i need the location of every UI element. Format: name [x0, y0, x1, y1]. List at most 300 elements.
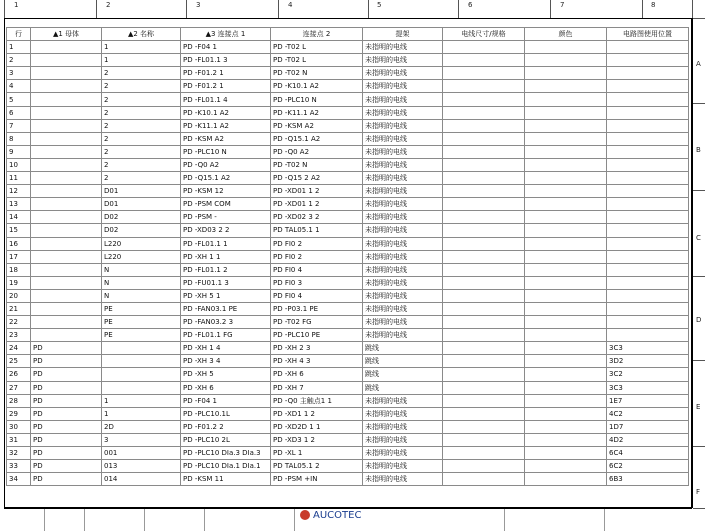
- table-cell: D01: [102, 198, 181, 211]
- table-cell: 未指明的电线: [363, 237, 443, 250]
- table-cell: PE: [102, 302, 181, 315]
- table-cell: [443, 145, 525, 158]
- ruler-column-label: 2: [106, 1, 111, 9]
- table-cell: [31, 329, 102, 342]
- table-cell: [525, 250, 607, 263]
- table-cell: 未指明的电线: [363, 460, 443, 473]
- table-row: [7, 460, 689, 473]
- table-cell: [31, 316, 102, 329]
- table-cell: [607, 80, 689, 93]
- table-cell: PD -XH 7: [271, 381, 363, 394]
- table-cell: PD: [31, 447, 102, 460]
- table-cell: [443, 342, 525, 355]
- table-cell: 18: [7, 263, 31, 276]
- table-cell: 跳线: [363, 381, 443, 394]
- table-cell: 2D: [102, 420, 181, 433]
- table-cell: 未指明的电线: [363, 93, 443, 106]
- table-cell: [443, 263, 525, 276]
- table-cell: [31, 41, 102, 54]
- table-cell: [607, 316, 689, 329]
- table-cell: [525, 460, 607, 473]
- table-cell: 16: [7, 237, 31, 250]
- table-cell: [525, 41, 607, 54]
- table-cell: [443, 316, 525, 329]
- ruler-tick: [692, 0, 693, 18]
- table-cell: 27: [7, 381, 31, 394]
- table-cell: 14: [7, 211, 31, 224]
- table-cell: PD: [31, 394, 102, 407]
- table-cell: PD -Q0 A2: [271, 145, 363, 158]
- table-cell: 9: [7, 145, 31, 158]
- table-cell: PD -K11.1 A2: [271, 106, 363, 119]
- table-cell: [607, 93, 689, 106]
- column-header: ▲2 名称: [102, 28, 181, 41]
- table-cell: [31, 198, 102, 211]
- table-cell: 33: [7, 460, 31, 473]
- table-cell: 7: [7, 119, 31, 132]
- table-cell: 25: [7, 355, 31, 368]
- table-cell: [31, 276, 102, 289]
- table-cell: [443, 433, 525, 446]
- table-cell: PD -FAN03.1 PE: [181, 302, 271, 315]
- table-cell: [525, 473, 607, 486]
- table-cell: PD -T02 L: [271, 41, 363, 54]
- table-cell: [525, 316, 607, 329]
- table-row: [7, 420, 689, 433]
- title-block-cell: [84, 509, 145, 531]
- table-cell: 21: [7, 302, 31, 315]
- table-cell: [443, 93, 525, 106]
- ruler-tick: [693, 276, 705, 277]
- table-cell: 1E7: [607, 394, 689, 407]
- table-cell: D02: [102, 211, 181, 224]
- table-row: [7, 302, 689, 315]
- table-cell: [443, 381, 525, 394]
- table-cell: [443, 132, 525, 145]
- ruler-tick: [96, 0, 97, 18]
- table-cell: [443, 119, 525, 132]
- table-cell: [607, 158, 689, 171]
- table-cell: 未指明的电线: [363, 172, 443, 185]
- table-cell: PD -XH 6: [271, 368, 363, 381]
- table-cell: 2: [102, 106, 181, 119]
- table-cell: [525, 224, 607, 237]
- table-cell: 4D2: [607, 433, 689, 446]
- table-cell: 12: [7, 185, 31, 198]
- table-cell: PD -KSM 12: [181, 185, 271, 198]
- table-cell: N: [102, 263, 181, 276]
- table-cell: PD -XH 4 3: [271, 355, 363, 368]
- table-cell: [607, 67, 689, 80]
- table-cell: 未指明的电线: [363, 224, 443, 237]
- table-cell: PD -T02 FG: [271, 316, 363, 329]
- table-cell: PD: [31, 368, 102, 381]
- table-row: [7, 185, 689, 198]
- table-cell: [607, 132, 689, 145]
- ruler-row-label: E: [696, 403, 701, 411]
- table-cell: PD -FL01.1 FG: [181, 329, 271, 342]
- table-row: [7, 355, 689, 368]
- table-cell: [31, 289, 102, 302]
- table-cell: [525, 158, 607, 171]
- ruler-row-label: A: [696, 60, 701, 68]
- table-cell: PD -Q15.1 A2: [181, 172, 271, 185]
- logo-text: AUCOTEC: [313, 510, 362, 521]
- top-ruler: [0, 0, 705, 18]
- table-row: [7, 276, 689, 289]
- table-row: [7, 473, 689, 486]
- table-cell: [525, 198, 607, 211]
- table-cell: PD -XH 5 1: [181, 289, 271, 302]
- table-cell: PD -XD01 1 2: [271, 185, 363, 198]
- table-row: [7, 145, 689, 158]
- table-cell: 014: [102, 473, 181, 486]
- table-cell: [443, 420, 525, 433]
- table-cell: 1: [102, 41, 181, 54]
- table-row: [7, 289, 689, 302]
- table-cell: 未指明的电线: [363, 420, 443, 433]
- table-cell: [443, 54, 525, 67]
- table-cell: PD -T02 N: [271, 158, 363, 171]
- table-cell: [443, 289, 525, 302]
- table-cell: 未指明的电线: [363, 289, 443, 302]
- table-cell: PD -XH 2 3: [271, 342, 363, 355]
- table-cell: [607, 145, 689, 158]
- table-cell: PD -K10.1 A2: [181, 106, 271, 119]
- table-cell: PD -Q15.1 A2: [271, 132, 363, 145]
- table-cell: 17: [7, 250, 31, 263]
- table-cell: PD -XD3 1 2: [271, 433, 363, 446]
- table-cell: 未指明的电线: [363, 145, 443, 158]
- table-row: [7, 224, 689, 237]
- table-cell: 2: [102, 93, 181, 106]
- table-cell: [607, 302, 689, 315]
- table-cell: [443, 473, 525, 486]
- table-cell: 未指明的电线: [363, 316, 443, 329]
- table-cell: PD -PLC10 DIa.1 DIa.1: [181, 460, 271, 473]
- table-cell: 未指明的电线: [363, 211, 443, 224]
- title-block-cell: [204, 509, 295, 531]
- table-cell: 未指明的电线: [363, 302, 443, 315]
- table-row: [7, 342, 689, 355]
- table-cell: 2: [102, 67, 181, 80]
- table-cell: L220: [102, 250, 181, 263]
- table-cell: [525, 276, 607, 289]
- table-cell: [443, 106, 525, 119]
- table-cell: PE: [102, 329, 181, 342]
- table-row: [7, 316, 689, 329]
- table-cell: [607, 211, 689, 224]
- table-cell: 4C2: [607, 407, 689, 420]
- table-row: [7, 407, 689, 420]
- table-cell: [607, 185, 689, 198]
- table-cell: 1D7: [607, 420, 689, 433]
- table-cell: 1: [102, 407, 181, 420]
- table-row: [7, 132, 689, 145]
- table-row: [7, 172, 689, 185]
- table-row: [7, 263, 689, 276]
- table-cell: 6C2: [607, 460, 689, 473]
- table-row: [7, 211, 689, 224]
- table-cell: PD -XD03 2 2: [181, 224, 271, 237]
- table-cell: [525, 54, 607, 67]
- column-header: ▲1 母体: [31, 28, 102, 41]
- table-cell: 23: [7, 329, 31, 342]
- table-cell: [525, 185, 607, 198]
- table-cell: PD -F04 1: [181, 41, 271, 54]
- table-cell: [525, 289, 607, 302]
- table-cell: 2: [102, 172, 181, 185]
- table-cell: PD -FL01.1 3: [181, 54, 271, 67]
- table-cell: [525, 93, 607, 106]
- table-body: [7, 41, 689, 486]
- ruler-tick: [368, 0, 369, 18]
- table-cell: PD -KSM 11: [181, 473, 271, 486]
- table-cell: 6: [7, 106, 31, 119]
- table-cell: [443, 250, 525, 263]
- table-cell: [31, 172, 102, 185]
- table-cell: 30: [7, 420, 31, 433]
- table-cell: PD: [31, 407, 102, 420]
- table-cell: [443, 237, 525, 250]
- table-cell: PD -PLC10 DIa.3 DIa.3: [181, 447, 271, 460]
- table-cell: PD FI0 2: [271, 250, 363, 263]
- table-cell: PD -F01.2 1: [181, 67, 271, 80]
- table-cell: [443, 368, 525, 381]
- table-cell: PD -T02 N: [271, 67, 363, 80]
- table-cell: [443, 198, 525, 211]
- table-cell: PD -K11.1 A2: [181, 119, 271, 132]
- column-header: 连接点 2: [271, 28, 363, 41]
- table-cell: PD -XD1 1 2: [271, 407, 363, 420]
- ruler-column-label: 7: [560, 1, 565, 9]
- table-cell: [31, 302, 102, 315]
- table-cell: PD FI0 4: [271, 289, 363, 302]
- table-cell: [525, 447, 607, 460]
- ruler-tick: [693, 190, 705, 191]
- company-logo: [300, 510, 370, 530]
- ruler-tick: [458, 0, 459, 18]
- table-cell: 19: [7, 276, 31, 289]
- ruler-tick: [693, 18, 705, 19]
- table-row: [7, 447, 689, 460]
- table-cell: [443, 329, 525, 342]
- table-cell: [525, 106, 607, 119]
- table-cell: PD: [31, 381, 102, 394]
- table-cell: PD FI0 3: [271, 276, 363, 289]
- table-cell: PD -PSM COM: [181, 198, 271, 211]
- table-cell: 跳线: [363, 368, 443, 381]
- table-cell: PE: [102, 316, 181, 329]
- table-cell: 未指明的电线: [363, 80, 443, 93]
- ruler-tick: [693, 446, 705, 447]
- column-header: 提架: [363, 28, 443, 41]
- table-cell: 未指明的电线: [363, 106, 443, 119]
- table-cell: 3C3: [607, 381, 689, 394]
- table-cell: L220: [102, 237, 181, 250]
- table-cell: PD -FU01.1 3: [181, 276, 271, 289]
- table-cell: PD -XH 1 1: [181, 250, 271, 263]
- table-cell: PD -PSM +IN: [271, 473, 363, 486]
- table-cell: [525, 172, 607, 185]
- table-cell: PD -PLC10 N: [271, 93, 363, 106]
- table-cell: [607, 119, 689, 132]
- table-cell: 6C4: [607, 447, 689, 460]
- ruler-tick: [693, 508, 705, 509]
- table-cell: 2: [102, 119, 181, 132]
- table-cell: 34: [7, 473, 31, 486]
- table-row: [7, 41, 689, 54]
- table-cell: [443, 224, 525, 237]
- table-row: [7, 93, 689, 106]
- table-cell: PD: [31, 460, 102, 473]
- table-cell: 26: [7, 368, 31, 381]
- column-header: ▲3 连接点 1: [181, 28, 271, 41]
- table-cell: 13: [7, 198, 31, 211]
- table-cell: PD: [31, 433, 102, 446]
- table-cell: PD TAL05.1 1: [271, 224, 363, 237]
- table-cell: [607, 250, 689, 263]
- table-cell: PD -XH 3 4: [181, 355, 271, 368]
- table-cell: 1: [7, 41, 31, 54]
- table-cell: [607, 106, 689, 119]
- table-cell: 未指明的电线: [363, 447, 443, 460]
- table-cell: 未指明的电线: [363, 407, 443, 420]
- ruler-column-label: 6: [468, 1, 473, 9]
- table-cell: 跳线: [363, 342, 443, 355]
- table-cell: 未指明的电线: [363, 41, 443, 54]
- table-cell: [443, 172, 525, 185]
- table-cell: [31, 80, 102, 93]
- column-header: 电路图使用位置: [607, 28, 689, 41]
- table-row: [7, 158, 689, 171]
- table-header-row: [7, 28, 689, 41]
- table-cell: [443, 302, 525, 315]
- table-cell: 10: [7, 158, 31, 171]
- table-cell: [31, 93, 102, 106]
- table-cell: PD -PLC10 2L: [181, 433, 271, 446]
- table-cell: [607, 276, 689, 289]
- table-cell: [443, 394, 525, 407]
- column-header: 行: [7, 28, 31, 41]
- table-cell: [443, 41, 525, 54]
- ruler-row-label: D: [696, 316, 702, 324]
- table-cell: [31, 145, 102, 158]
- table-cell: 未指明的电线: [363, 67, 443, 80]
- table-cell: [31, 263, 102, 276]
- table-cell: PD -XD01 1 2: [271, 198, 363, 211]
- ruler-tick: [186, 0, 187, 18]
- table-row: [7, 198, 689, 211]
- table-cell: [607, 198, 689, 211]
- table-cell: [525, 132, 607, 145]
- table-cell: [607, 237, 689, 250]
- ruler-tick: [642, 0, 643, 18]
- table-cell: PD -FAN03.2 3: [181, 316, 271, 329]
- table-cell: PD -XD2D 1 1: [271, 420, 363, 433]
- table-cell: PD -XH 6: [181, 381, 271, 394]
- right-ruler: [692, 18, 705, 508]
- table-cell: 32: [7, 447, 31, 460]
- table-cell: 2: [7, 54, 31, 67]
- table-cell: PD -T02 L: [271, 54, 363, 67]
- table-cell: 4: [7, 80, 31, 93]
- table-cell: PD -Q15 2 A2: [271, 172, 363, 185]
- table-cell: [607, 329, 689, 342]
- table-cell: [525, 355, 607, 368]
- table-cell: 24: [7, 342, 31, 355]
- table-cell: PD -FL01.1 4: [181, 93, 271, 106]
- table-cell: [525, 263, 607, 276]
- table-cell: PD -XH 1 4: [181, 342, 271, 355]
- table-cell: [525, 342, 607, 355]
- table-cell: PD -PLC10 PE: [271, 329, 363, 342]
- logo-icon: [300, 510, 310, 520]
- table-cell: 31: [7, 433, 31, 446]
- table-cell: 20: [7, 289, 31, 302]
- table-cell: 3D2: [607, 355, 689, 368]
- table-cell: PD -Q0 主触点1 1: [271, 394, 363, 407]
- table-cell: 6B3: [607, 473, 689, 486]
- table-cell: [31, 250, 102, 263]
- table-row: [7, 433, 689, 446]
- table-cell: PD FI0 2: [271, 237, 363, 250]
- table-cell: PD: [31, 473, 102, 486]
- table-cell: [31, 185, 102, 198]
- table-cell: PD -F04 1: [181, 394, 271, 407]
- table-cell: [525, 381, 607, 394]
- table-cell: [443, 67, 525, 80]
- table-cell: 001: [102, 447, 181, 460]
- table-cell: 未指明的电线: [363, 329, 443, 342]
- ruler-column-label: 1: [14, 1, 19, 9]
- table-cell: [607, 41, 689, 54]
- table-cell: [443, 276, 525, 289]
- table-cell: 未指明的电线: [363, 394, 443, 407]
- table-cell: [607, 54, 689, 67]
- table-cell: PD -FL01.1 2: [181, 263, 271, 276]
- table-cell: [443, 211, 525, 224]
- table-cell: PD: [31, 355, 102, 368]
- table-row: [7, 106, 689, 119]
- ruler-column-label: 3: [196, 1, 201, 9]
- title-block-cell: [44, 509, 85, 531]
- table-cell: 未指明的电线: [363, 473, 443, 486]
- ruler-column-label: 4: [288, 1, 293, 9]
- table-cell: 3: [102, 433, 181, 446]
- table-cell: [525, 67, 607, 80]
- table-cell: 未指明的电线: [363, 185, 443, 198]
- table-cell: PD -PSM -: [181, 211, 271, 224]
- title-block-cell: [144, 509, 205, 531]
- ruler-tick: [4, 0, 5, 18]
- title-block-cell: [4, 509, 45, 531]
- table-cell: D01: [102, 185, 181, 198]
- table-cell: 未指明的电线: [363, 276, 443, 289]
- table-cell: PD -K10.1 A2: [271, 80, 363, 93]
- table-cell: [607, 263, 689, 276]
- table-cell: [525, 329, 607, 342]
- table-row: [7, 237, 689, 250]
- table-cell: 2: [102, 158, 181, 171]
- table-cell: PD -KSM A2: [271, 119, 363, 132]
- table-cell: 15: [7, 224, 31, 237]
- table-cell: [31, 67, 102, 80]
- column-header: 电线尺寸/规格: [443, 28, 525, 41]
- table-cell: [525, 394, 607, 407]
- table-cell: PD -F01.2 2: [181, 420, 271, 433]
- table-cell: [525, 407, 607, 420]
